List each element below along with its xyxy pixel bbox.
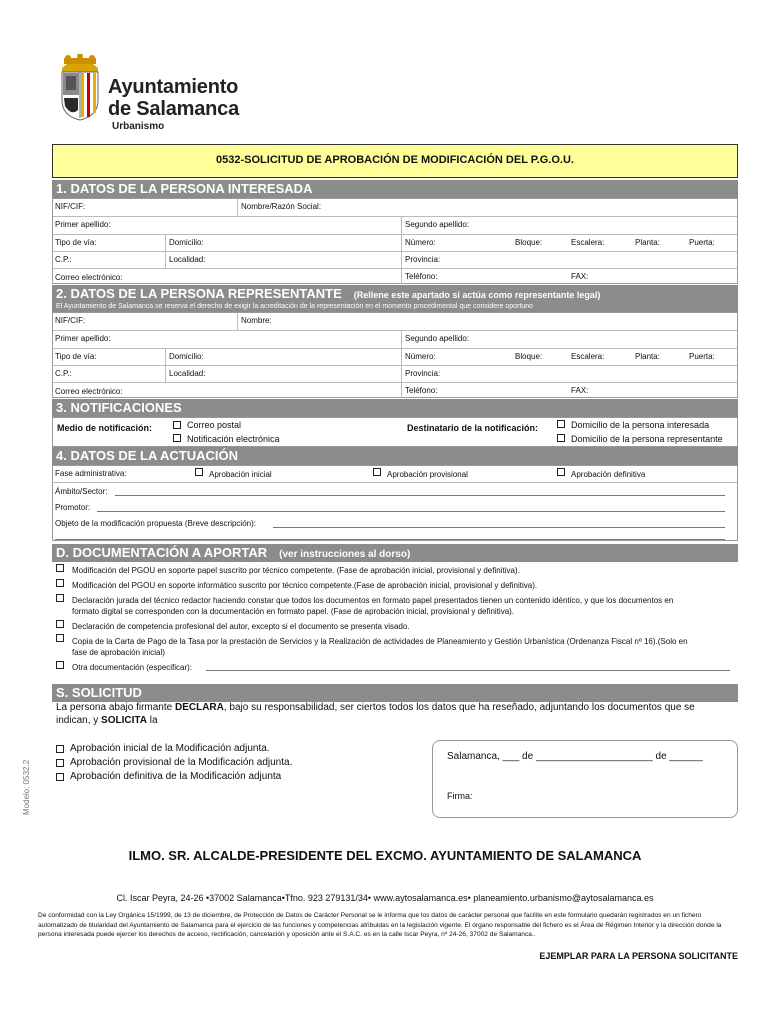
solicitud-provisional-checkbox[interactable]	[56, 759, 64, 767]
direccion-contacto: Cl. Iscar Peyra, 24-26 •37002 Salamanca•Tfno. 923 279131/34• www.aytosalamanca.es• planeamiento.urbanismo@aytosalamanca.es	[116, 893, 654, 903]
section-d-note: (ver instrucciones al dorso)	[279, 549, 411, 560]
objeto-field[interactable]	[273, 527, 725, 528]
destinatario-representante-label: Domicilio de la persona representante	[571, 434, 723, 444]
section-2-note: (Rellene este apartado si actúa como representante legal)	[353, 290, 601, 300]
logo-line-2: de Salamanca	[108, 98, 240, 120]
firma-box[interactable]	[432, 740, 738, 818]
logo-line-1: Ayuntamiento	[108, 76, 239, 98]
destinatario-alcalde: ILMO. SR. ALCALDE-PRESIDENTE DEL EXCMO. AYUNTAMIENTO DE SALAMANCA	[128, 848, 642, 863]
doc-1-checkbox[interactable]	[56, 564, 64, 572]
s1-cp-label: C.P.:	[55, 255, 72, 264]
doc-5-checkbox[interactable]	[56, 634, 64, 642]
fase-provisional-label: Aprobación provisional	[387, 470, 468, 479]
solicitud-provisional-label: Aprobación provisional de la Modificación adjunta.	[70, 757, 293, 768]
ambito-label: Ámbito/Sector:	[55, 487, 108, 496]
promotor-field[interactable]	[97, 511, 725, 512]
salamanca-crest-icon	[56, 54, 104, 122]
destinatario-label: Destinatario de la notificación:	[407, 423, 539, 433]
solicitud-definitiva-checkbox[interactable]	[56, 773, 64, 781]
s1-correo-label: Correo electrónico:	[55, 273, 123, 282]
s2-telefono-label: Teléfono:	[405, 386, 438, 395]
s2-puerta-label: Puerta:	[689, 352, 715, 361]
declaracion-text	[56, 701, 736, 727]
fase-inicial-checkbox[interactable]	[195, 468, 203, 476]
doc-4-checkbox[interactable]	[56, 620, 64, 628]
decl-part-1: La persona abajo firmante	[56, 702, 175, 713]
s2-cp-label: C.P.:	[55, 369, 72, 378]
section-d-heading	[52, 544, 738, 562]
section-3-fields	[52, 417, 738, 447]
fase-definitiva-label: Aprobación definitiva	[571, 470, 646, 479]
doc-5-label-cont: fase de aprobación inicial)	[72, 648, 165, 657]
s1-provincia-label: Provincia:	[405, 255, 441, 264]
s1-nif-label: NIF/CIF:	[55, 202, 86, 211]
doc-3-label-cont: formato digital se corresponden con la documentación en formato papel. (Fase de aprobación inicial, provisional y definitiva).	[72, 607, 515, 616]
doc-3-checkbox[interactable]	[56, 594, 64, 602]
s2-primer-label: Primer apellido:	[55, 334, 111, 343]
s2-bloque-label: Bloque:	[515, 352, 543, 361]
objeto-label: Objeto de la modificación propuesta (Breve descripción):	[55, 519, 256, 528]
notificacion-electronica-label: Notificación electrónica	[187, 434, 280, 444]
decl-part-2: , bajo su responsabilidad, ser ciertos todos los datos que ha reseñado, adjuntando los documentos que se	[223, 702, 695, 713]
firma-label: Firma:	[447, 791, 473, 801]
doc-1-label: Modificación del PGOU en soporte papel suscrito por técnico competente. (Fase de aprobación inicial, provisional y definitiva).	[72, 566, 520, 575]
doc-5-label: Copia de la Carta de Pago de la Tasa por la prestación de Servicios y la Realización de actividades de Planeamiento y Gestión Urbanística (Ordenanza Fiscal nº 16).(Solo en	[72, 637, 688, 646]
s2-correo-label: Correo electrónico:	[55, 387, 123, 396]
fase-definitiva-checkbox[interactable]	[557, 468, 565, 476]
s2-nif-label: NIF/CIF:	[55, 316, 86, 325]
objeto-field-2[interactable]	[55, 539, 725, 540]
correo-postal-label: Correo postal	[187, 420, 242, 430]
section-4-heading: 4. DATOS DE LA ACTUACIÓN	[52, 447, 738, 465]
s2-provincia-label: Provincia:	[405, 369, 441, 378]
section-1-fields	[52, 198, 738, 284]
s2-fax-label: FAX:	[571, 386, 589, 395]
section-s-heading: S. SOLICITUD	[52, 684, 738, 702]
s1-planta-label: Planta:	[635, 238, 660, 247]
solicitud-definitiva-label: Aprobación definitiva de la Modificación adjunta	[70, 771, 282, 782]
medio-notificacion-label: Medio de notificación:	[57, 423, 153, 433]
decl-bold-2: SOLICITA	[101, 715, 147, 726]
decl-part-4: la	[146, 715, 158, 726]
section-d-title: D. DOCUMENTACIÓN A APORTAR	[56, 545, 268, 560]
ambito-field[interactable]	[115, 495, 725, 496]
s1-domicilio-label: Domicilio:	[169, 238, 204, 247]
otra-documentacion-field[interactable]	[206, 670, 730, 671]
form-title: 0532-SOLICITUD DE APROBACIÓN DE MODIFICACIÓN DEL P.G.O.U.	[52, 144, 738, 178]
destinatario-representante-checkbox[interactable]	[557, 434, 565, 442]
proteccion-datos-text: De conformidad con la Ley Orgánica 15/1999, de 13 de diciembre, de Protección de Datos de Carácter Personal se le informa que los datos de carácter personal que facilite en este formulario quedarán registrados en un fichero automatizado de titularidad del Ayuntamiento de Salamanca para el ejercicio de las funciones y competencias atribuidas en la legislación vigente. El órgano responsable del fichero es el Área de Régimen Interior y la dirección donde la persona interesada puede ejercer los derechos de acceso, rectificación, cancelación y oposición ante el S.A.C. es en la calle Iscar Peyra, nº 24-26, 37002 de Salamanca..	[38, 912, 722, 938]
s1-puerta-label: Puerta:	[689, 238, 715, 247]
solicitud-inicial-checkbox[interactable]	[56, 745, 64, 753]
s2-escalera-label: Escalera:	[571, 352, 605, 361]
fase-inicial-label: Aprobación inicial	[209, 470, 272, 479]
s1-nombre-label: Nombre/Razón Social:	[241, 202, 322, 211]
s1-tipovia-label: Tipo de vía:	[55, 238, 97, 247]
decl-part-3: indican, y	[56, 715, 102, 726]
fase-label: Fase administrativa:	[55, 469, 127, 478]
solicitud-inicial-label: Aprobación inicial de la Modificación adjunta.	[70, 743, 270, 754]
section-4-fields	[52, 465, 738, 541]
section-3-heading: 3. NOTIFICACIONES	[52, 399, 738, 417]
s2-domicilio-label: Domicilio:	[169, 352, 204, 361]
destinatario-interesada-label: Domicilio de la persona interesada	[571, 420, 710, 430]
s1-numero-label: Número:	[405, 238, 436, 247]
s1-localidad-label: Localidad:	[169, 255, 206, 264]
doc-2-checkbox[interactable]	[56, 579, 64, 587]
correo-postal-checkbox[interactable]	[173, 421, 181, 429]
logo-line-3: Urbanismo	[112, 121, 165, 132]
s1-escalera-label: Escalera:	[571, 238, 605, 247]
s2-localidad-label: Localidad:	[169, 369, 206, 378]
section-2-heading	[52, 285, 738, 303]
s2-planta-label: Planta:	[635, 352, 660, 361]
ayuntamiento-logo	[56, 54, 256, 134]
doc-3-label: Declaración jurada del técnico redactor haciendo constar que todos los documentos en formato papel presentados tienen un contenido idéntico, y que los documentos en	[72, 596, 674, 605]
doc-6-checkbox[interactable]	[56, 661, 64, 669]
section-2-title: 2. DATOS DE LA PERSONA REPRESENTANTE	[56, 286, 342, 301]
notificacion-electronica-checkbox[interactable]	[173, 434, 181, 442]
lugar-fecha: Salamanca, ___ de _____________________ de ______	[447, 751, 703, 762]
s2-numero-label: Número:	[405, 352, 436, 361]
s2-tipovia-label: Tipo de vía:	[55, 352, 97, 361]
s1-primer-label: Primer apellido:	[55, 220, 111, 229]
documentacion-list	[52, 562, 738, 682]
s1-telefono-label: Teléfono:	[405, 272, 438, 281]
doc-2-label: Modificación del PGOU en soporte informático suscrito por técnico competente.(Fase de aprobación inicial, provisional y definitiva).	[72, 581, 538, 590]
s1-bloque-label: Bloque:	[515, 238, 543, 247]
promotor-label: Promotor:	[55, 503, 91, 512]
section-1-heading: 1. DATOS DE LA PERSONA INTERESADA	[52, 180, 738, 198]
s1-segundo-label: Segundo apellido:	[405, 220, 470, 229]
destinatario-interesada-checkbox[interactable]	[557, 420, 565, 428]
doc-6-label: Otra documentación (especificar):	[72, 663, 193, 672]
s1-fax-label: FAX:	[571, 272, 589, 281]
decl-bold-1: DECLARA	[174, 702, 224, 713]
fase-provisional-checkbox[interactable]	[373, 468, 381, 476]
s2-nombre-label: Nombre:	[241, 316, 272, 325]
modelo-code: Modelo: 0532.2	[22, 759, 31, 815]
section-2-fields	[52, 312, 738, 398]
ejemplar-label: EJEMPLAR PARA LA PERSONA SOLICITANTE	[539, 951, 738, 961]
s2-segundo-label: Segundo apellido:	[405, 334, 470, 343]
doc-4-label: Declaración de competencia profesional del autor, excepto si el documento se presenta visado.	[72, 622, 410, 631]
section-2-subnote: El Ayuntamiento de Salamanca se reserva el derecho de exigir la acreditación de la representación en el momento procedimental que considere oportuno	[52, 302, 738, 312]
